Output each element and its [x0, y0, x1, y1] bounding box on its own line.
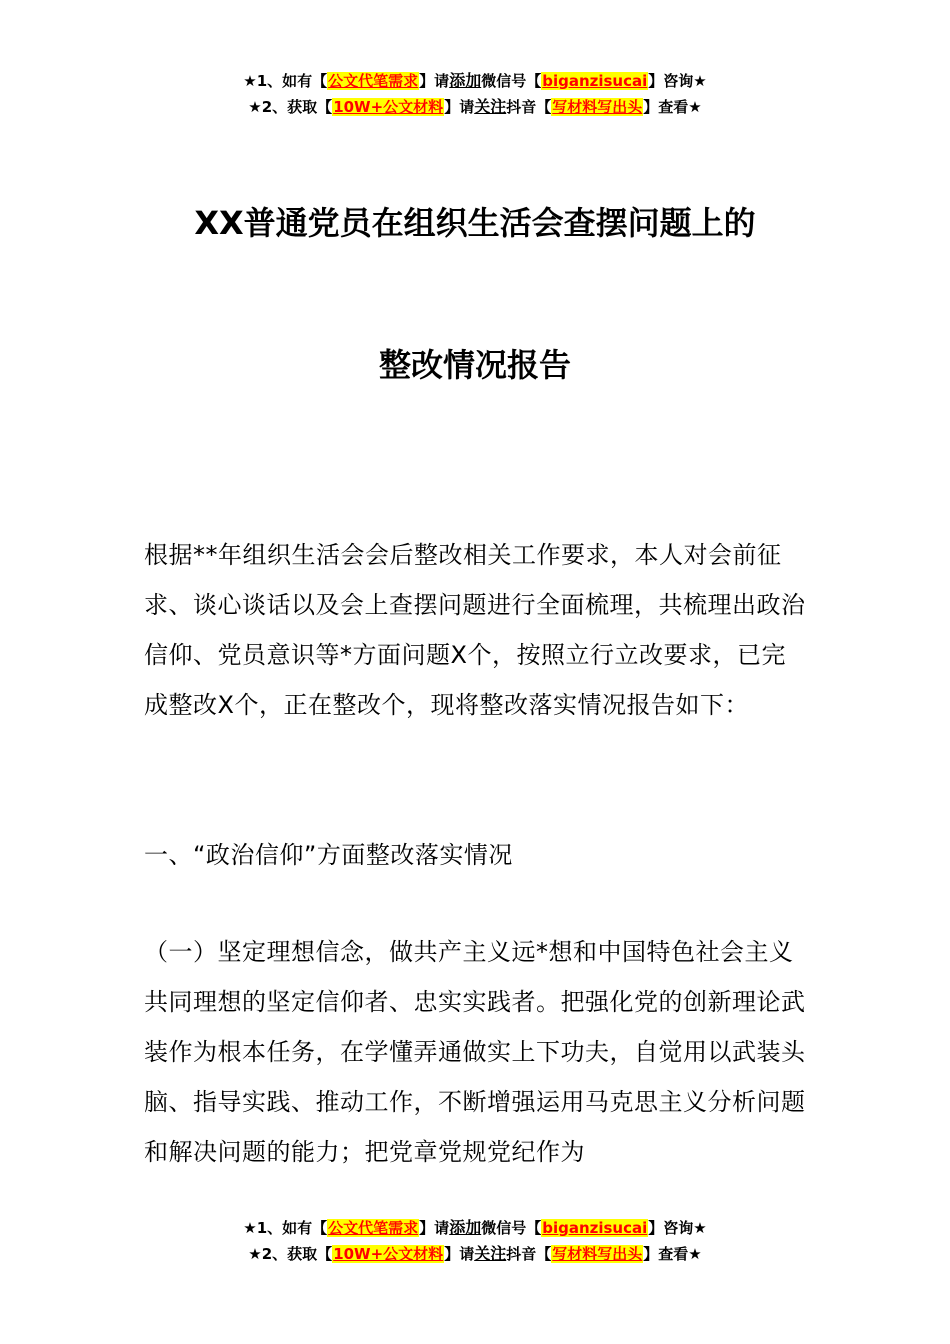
banner-line-1-prefix: ★1、如有【	[243, 72, 328, 90]
bottom-banner-line-2-underlined: 关注	[474, 1244, 507, 1263]
banner-line-2	[0, 94, 950, 120]
banner-line-1-underlined: 添加	[449, 71, 482, 90]
intro-paragraph: 根据**年组织生活会会后整改相关工作要求，本人对会前征求、谈心谈话以及会上查摆问题进行全面梳理，共梳理出政治信仰、党员意识等*方面问题X个，按照立行立改要求，已完成整改X个，正在整改个，现将整改落实情况报告如下：	[144, 541, 806, 719]
bottom-banner-line-1-suffix: 】咨询★	[648, 1219, 707, 1237]
banner-line-1-mid: 】请	[419, 72, 450, 90]
bottom-banner-line-2-mid: 】请	[444, 1245, 475, 1263]
bottom-banner-line-2-highlight-materials: 10W+公文材料	[333, 1245, 444, 1263]
banner-line-2-prefix: ★2、获取【	[248, 98, 333, 116]
bottom-banner-line-1	[0, 1215, 950, 1241]
banner-line-2-mid2: 抖音【	[506, 98, 552, 116]
bottom-banner	[0, 1215, 950, 1267]
banner-line-2-mid: 】请	[444, 98, 475, 116]
banner-line-2-underlined: 关注	[474, 97, 507, 116]
bottom-banner-line-2-highlight-douyin: 写材料写出头	[552, 1245, 643, 1263]
banner-line-1-highlight-service: 公文代笔需求	[328, 72, 419, 90]
section-heading-political-belief: 一、“政治信仰”方面整改落实情况	[144, 841, 513, 869]
banner-line-2-highlight-douyin: 写材料写出头	[552, 98, 643, 116]
top-banner	[0, 68, 950, 120]
bottom-banner-line-2-mid2: 抖音【	[506, 1245, 552, 1263]
subsection-paragraph-1: （一）坚定理想信念，做共产主义远*想和中国特色社会主义共同理想的坚定信仰者、忠实实践者。把强化党的创新理论武装作为根本任务，在学懂弄通做实上下功夫，自觉用以武装头脑、指导实践、推动工作，不断增强运用马克思主义分析问题和解决问题的能力；把党章党规党纪作为	[144, 938, 806, 1166]
bottom-banner-line-2-suffix: 】查看★	[643, 1245, 702, 1263]
document-title-line-2: 整改情况报告	[378, 346, 571, 384]
banner-line-2-highlight-materials: 10W+公文材料	[333, 98, 444, 116]
banner-line-1-mid2: 微信号【	[481, 72, 542, 90]
bottom-banner-line-1-underlined: 添加	[449, 1218, 482, 1237]
bottom-banner-line-1-prefix: ★1、如有【	[243, 1219, 328, 1237]
document-title-line-1: XX普通党员在组织生活会查摆问题上的	[194, 204, 756, 242]
bottom-banner-line-2	[0, 1241, 950, 1267]
bottom-banner-line-1-highlight-service: 公文代笔需求	[328, 1219, 419, 1237]
bottom-banner-line-1-mid2: 微信号【	[481, 1219, 542, 1237]
banner-line-2-suffix: 】查看★	[643, 98, 702, 116]
bottom-banner-line-1-mid: 】请	[419, 1219, 450, 1237]
bottom-banner-line-2-prefix: ★2、获取【	[248, 1245, 333, 1263]
bottom-banner-line-1-highlight-wechat: biganzisucai	[542, 1219, 648, 1237]
banner-line-1-highlight-wechat: biganzisucai	[542, 72, 648, 90]
banner-line-1-suffix: 】咨询★	[648, 72, 707, 90]
banner-line-1	[0, 68, 950, 94]
